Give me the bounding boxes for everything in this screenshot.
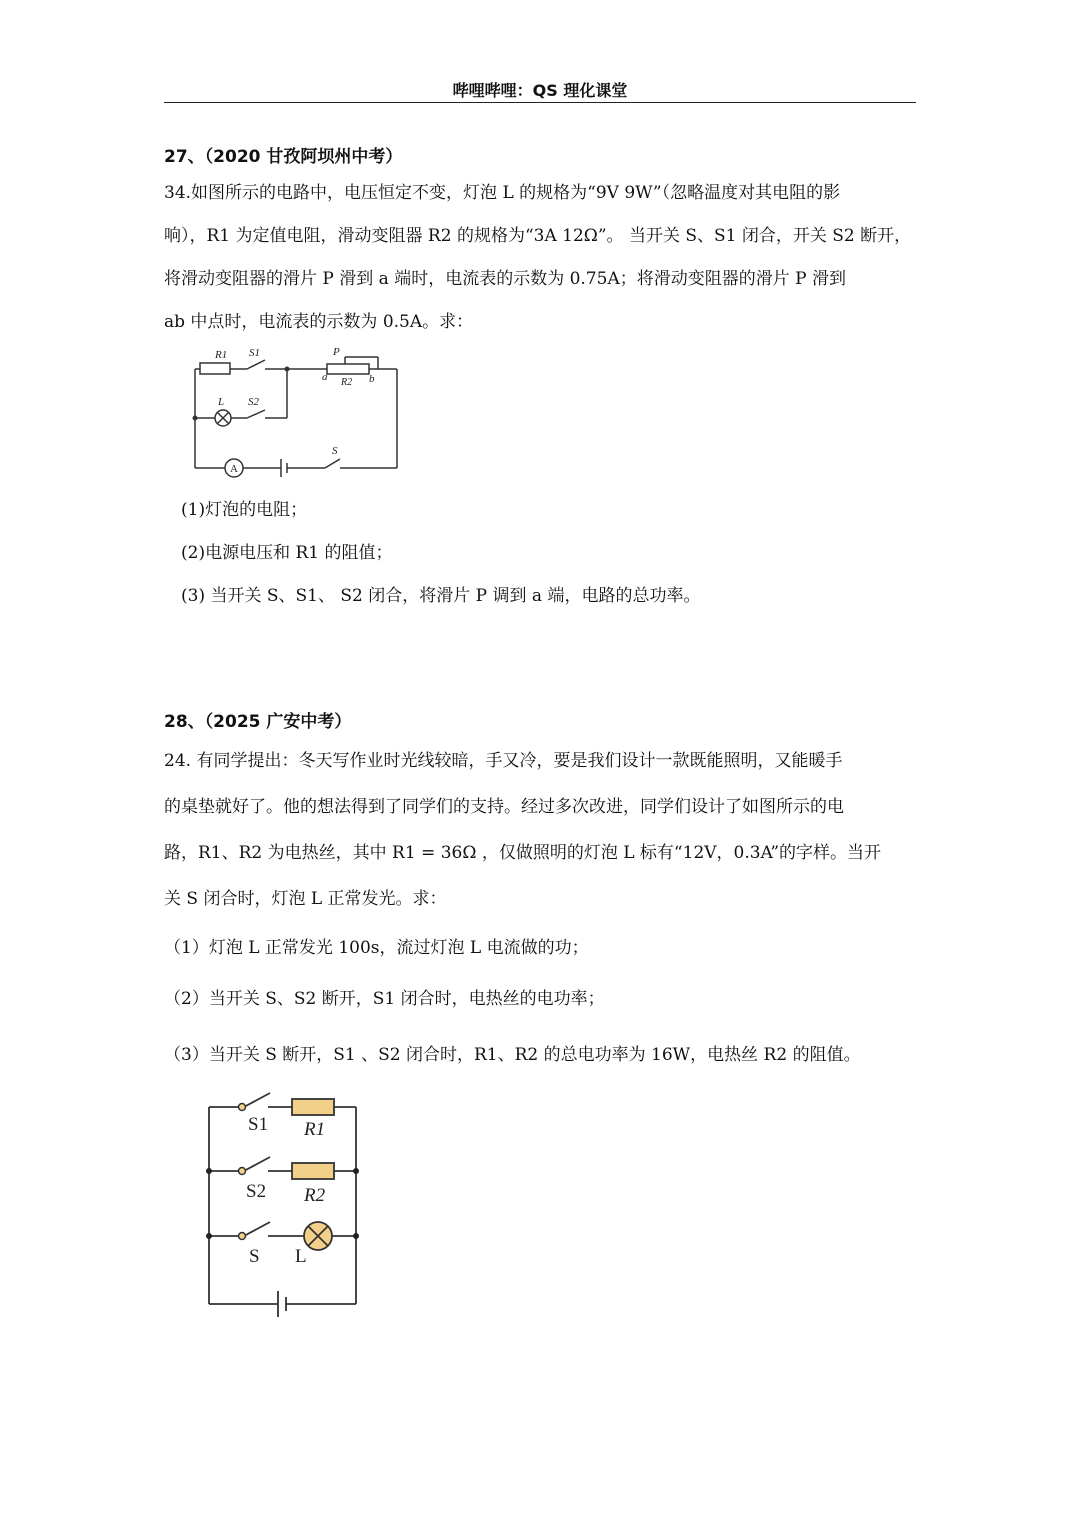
q27-label-S2: S2	[248, 396, 259, 408]
q27-label-a: a	[322, 371, 328, 383]
q27-line-3: 将滑动变阻器的滑片 P 滑到 a 端时，电流表的示数为 0.75A；将滑动变阻器的滑片 P 滑到	[164, 269, 846, 289]
q28-label-R1: R1	[304, 1119, 326, 1140]
q27-label-b: b	[369, 373, 375, 385]
q28-sub-1: （1）灯泡 L 正常发光 100s，流过灯泡 L 电流做的功；	[164, 938, 589, 958]
q28-label-S: S	[249, 1246, 260, 1267]
q27-circuit-diagram	[185, 342, 415, 482]
q27-label-S1: S1	[249, 347, 260, 359]
q27-ammeter-label: A	[230, 463, 238, 475]
q27-label-S: S	[332, 445, 338, 457]
q28-sub-3: （3）当开关 S 断开，S1 、S2 闭合时，R1、R2 的总电功率为 16W，电热丝 R2 的阻值。	[164, 1045, 861, 1065]
q28-label-R2: R2	[304, 1185, 326, 1206]
q27-label-L: L	[218, 396, 225, 408]
q27-line-4: ab 中点时，电流表的示数为 0.5A。求：	[164, 312, 474, 332]
q27-label-P: P	[333, 346, 340, 358]
q28-label-L: L	[295, 1246, 307, 1267]
q27-sub-2: (2)电源电压和 R1 的阻值；	[181, 543, 393, 563]
q27-heading: 27、（2020 甘孜阿坝州中考）	[164, 147, 403, 167]
page-header: 哔哩哔哩：QS 理化课堂	[452, 81, 628, 100]
q28-circuit-diagram	[200, 1085, 370, 1325]
q28-line-2: 的桌垫就好了。他的想法得到了同学们的支持。经过多次改进，同学们设计了如图所示的电	[164, 797, 844, 817]
q28-line-3: 路，R1、R2 为电热丝，其中 R1 = 36Ω ，仅做照明的灯泡 L 标有“12V，0.3A”的字样。当开	[164, 843, 882, 863]
q27-sub-1: (1)灯泡的电阻；	[181, 500, 308, 520]
q28-label-S2: S2	[246, 1181, 267, 1202]
q28-line-1: 24. 有同学提出：冬天写作业时光线较暗，手又冷，要是我们设计一款既能照明，又能暖手	[164, 751, 843, 771]
q27-stem	[164, 172, 916, 344]
q28-stem	[164, 738, 916, 922]
q27-label-R1: R1	[215, 349, 228, 361]
q27-line-1: 34.如图所示的电路中，电压恒定不变，灯泡 L 的规格为“9V 9W”（忽略温度对其电阻的影	[164, 183, 841, 203]
header-divider	[164, 102, 916, 103]
q27-line-2: 响），R1 为定值电阻，滑动变阻器 R2 的规格为“3A 12Ω”。 当开关 S、S1 闭合，开关 S2 断开，	[164, 226, 912, 246]
q27-sub-3: (3) 当开关 S、S1、 S2 闭合，将滑片 P 调到 a 端，电路的总功率。	[181, 586, 701, 606]
q28-heading: 28、（2025 广安中考）	[164, 712, 352, 732]
q28-line-4: 关 S 闭合时，灯泡 L 正常发光。求：	[164, 889, 447, 909]
q27-label-R2: R2	[341, 377, 353, 388]
q28-sub-2: （2）当开关 S、S2 断开，S1 闭合时，电热丝的电功率；	[164, 989, 605, 1009]
q28-label-S1: S1	[248, 1114, 269, 1135]
